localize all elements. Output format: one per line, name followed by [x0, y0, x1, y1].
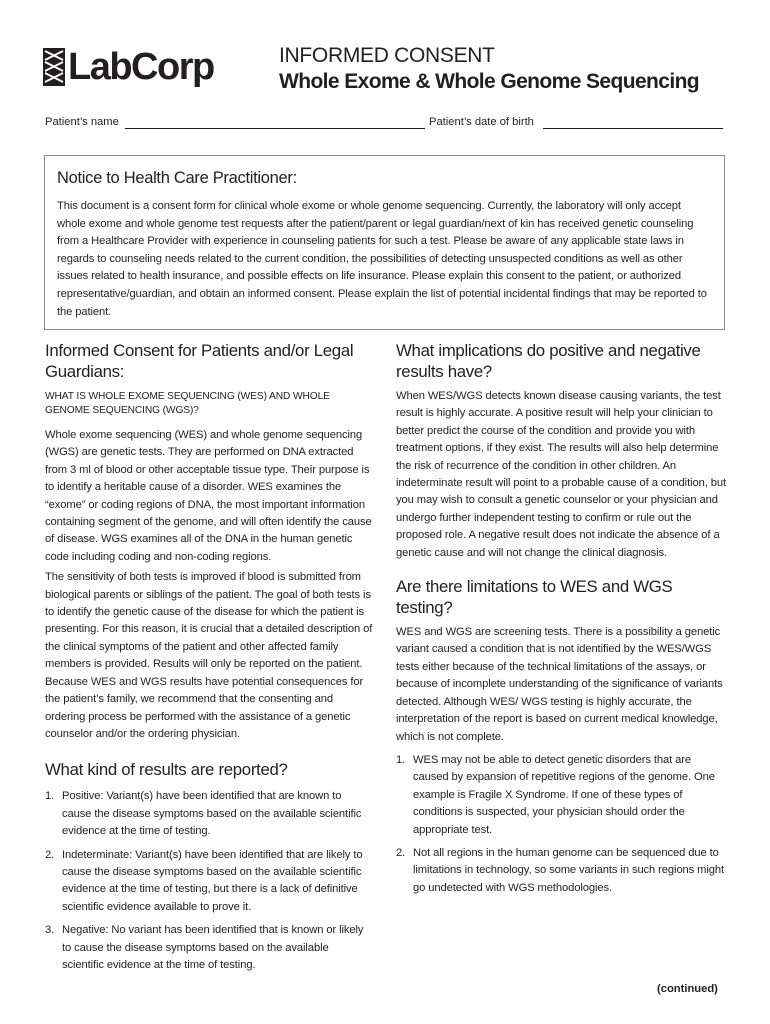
implications-heading: What implications do positive and negative results have?: [396, 341, 701, 381]
logo-text: LabCorp: [68, 46, 214, 88]
sensitivity-paragraph: The sensitivity of both tests is improved if blood is submitted from biological parents or siblings of the patient. The goal of both tests is to identify the genetic cause of the disease for which the patient is presenting. For this reason, it is crucial that a detailed description of the clinical symptoms of the patient and other affected family members is provided. Results will only be reported on the patient. Because WES and WGS results have potential consequences for the patient’s family, we recommend that the consenting and ordering process be performed with the assistance of a genetic counselor and/or the ordering physician.: [45, 571, 373, 740]
wes-wgs-subheading: WHAT IS WHOLE EXOME SEQUENCING (WES) AND WHOLE GENOME SEQUENCING (WGS)?: [45, 391, 330, 416]
title-line-1: INFORMED CONSENT: [279, 44, 495, 67]
results-list: [45, 788, 373, 974]
labcorp-logo: [42, 46, 214, 88]
list-item: 3. Negative: No variant has been identified that is known or likely to cause the disease symptoms based on the available scientific evidence at the time of testing.: [45, 924, 364, 971]
patient-name-label: Patient’s name: [45, 116, 119, 128]
labcorp-logo-mark-icon: [42, 47, 66, 87]
document-title: [279, 43, 699, 95]
title-line-2: Whole Exome & Whole Genome Sequencing: [279, 70, 700, 93]
limitations-heading: Are there limitations to WES and WGS testing?: [396, 577, 673, 618]
informed-consent-heading: Informed Consent for Patients and/or Legal Guardians:: [45, 341, 354, 381]
patient-dob-field[interactable]: [543, 128, 723, 129]
right-column: [396, 340, 726, 903]
patient-name-field[interactable]: [125, 128, 425, 129]
list-item: 1. WES may not be able to detect genetic disorders that are caused by expansion of repetitive regions of the genome. One example is Fragile X Syndrome. If one of these types of conditions is suspected, your physician should order the appropriate test.: [396, 753, 715, 836]
continued-note: (continued): [657, 983, 718, 995]
implications-body: When WES/WGS detects known disease causing variants, the test result is highly accurate. A positive result will help your clinician to better predict the course of the condition and provide you with treatment options, if they exist. The results will also help determine the risk of recurrence of the condition in other children. An indeterminate result will point to a probable cause of a condition, but you may wish to consult a genetic counselor or your physician and undergo further independent testing to confirm or rule out the proposed role. A negative result does not indicate the absence of a genetic cause and will not change the clinical diagnosis.: [396, 390, 726, 559]
list-item: 1. Positive: Variant(s) have been identified that are known to cause the disease symptoms based on the available scientific evidence at the time of testing.: [45, 790, 362, 838]
patient-dob-label: Patient’s date of birth: [429, 116, 534, 128]
wes-wgs-description: Whole exome sequencing (WES) and whole genome sequencing (WGS) are genetic tests. They are performed on DNA extracted from 3 ml of blood or other acceptable tissue type. Their purpose is to identify a heritable cause of a disorder. WES examines the “exome” or coding regions of DNA, the most important information containing segment of the genome, and will often identify the cause of disease. WGS examines all of the DNA in the human genetic code including coding and non-coding regions.: [45, 429, 372, 563]
notice-body: This document is a consent form for clinical whole exome or whole genome sequencing. Currently, the laboratory will only accept whole exome and whole genome test requests after the patient/parent or legal guardian/next of kin has received genetic counseling from a Healthcare Provider with experience in counseling patients for such a test. Please be aware of any applicable state laws in regards to counseling needs related to the current condition, the possibilities of detecting unsuspected conditions as well as other issues related to health insurance, and possible effects on life insurance. Please explain this consent to the patient, or authorized representative/guardian, and obtain an informed consent. Please explain the list of potential incidental findings that may be reported to the patient.: [57, 200, 707, 318]
list-item: 2. Indeterminate: Variant(s) have been identified that are likely to cause the disease symptoms based on the available scientific evidence at the time of testing, but there is a lack of definitive scientific evidence available to prove it.: [45, 848, 363, 913]
results-heading: What kind of results are reported?: [45, 760, 288, 780]
limitations-body: WES and WGS are screening tests. There is a possibility a genetic variant caused a condition that is not identified by the WES/WGS tests either because of the technical limitations of the assays, or because of incomplete understanding of the significance of variants detected. Although WES/ WGS testing is highly accurate, the interpretation of the report is based on current medical knowledge, which is not complete.: [396, 626, 723, 743]
patient-info-row: [45, 116, 725, 132]
list-item: 2. Not all regions in the human genome can be sequenced due to limitations in technology, so some variants in such regions might go undetected with WGS methodologies.: [396, 846, 725, 894]
left-column: [45, 340, 373, 980]
limitations-list: [396, 752, 726, 897]
notice-heading: Notice to Health Care Practitioner:: [57, 169, 297, 187]
notice-box: [44, 155, 725, 330]
